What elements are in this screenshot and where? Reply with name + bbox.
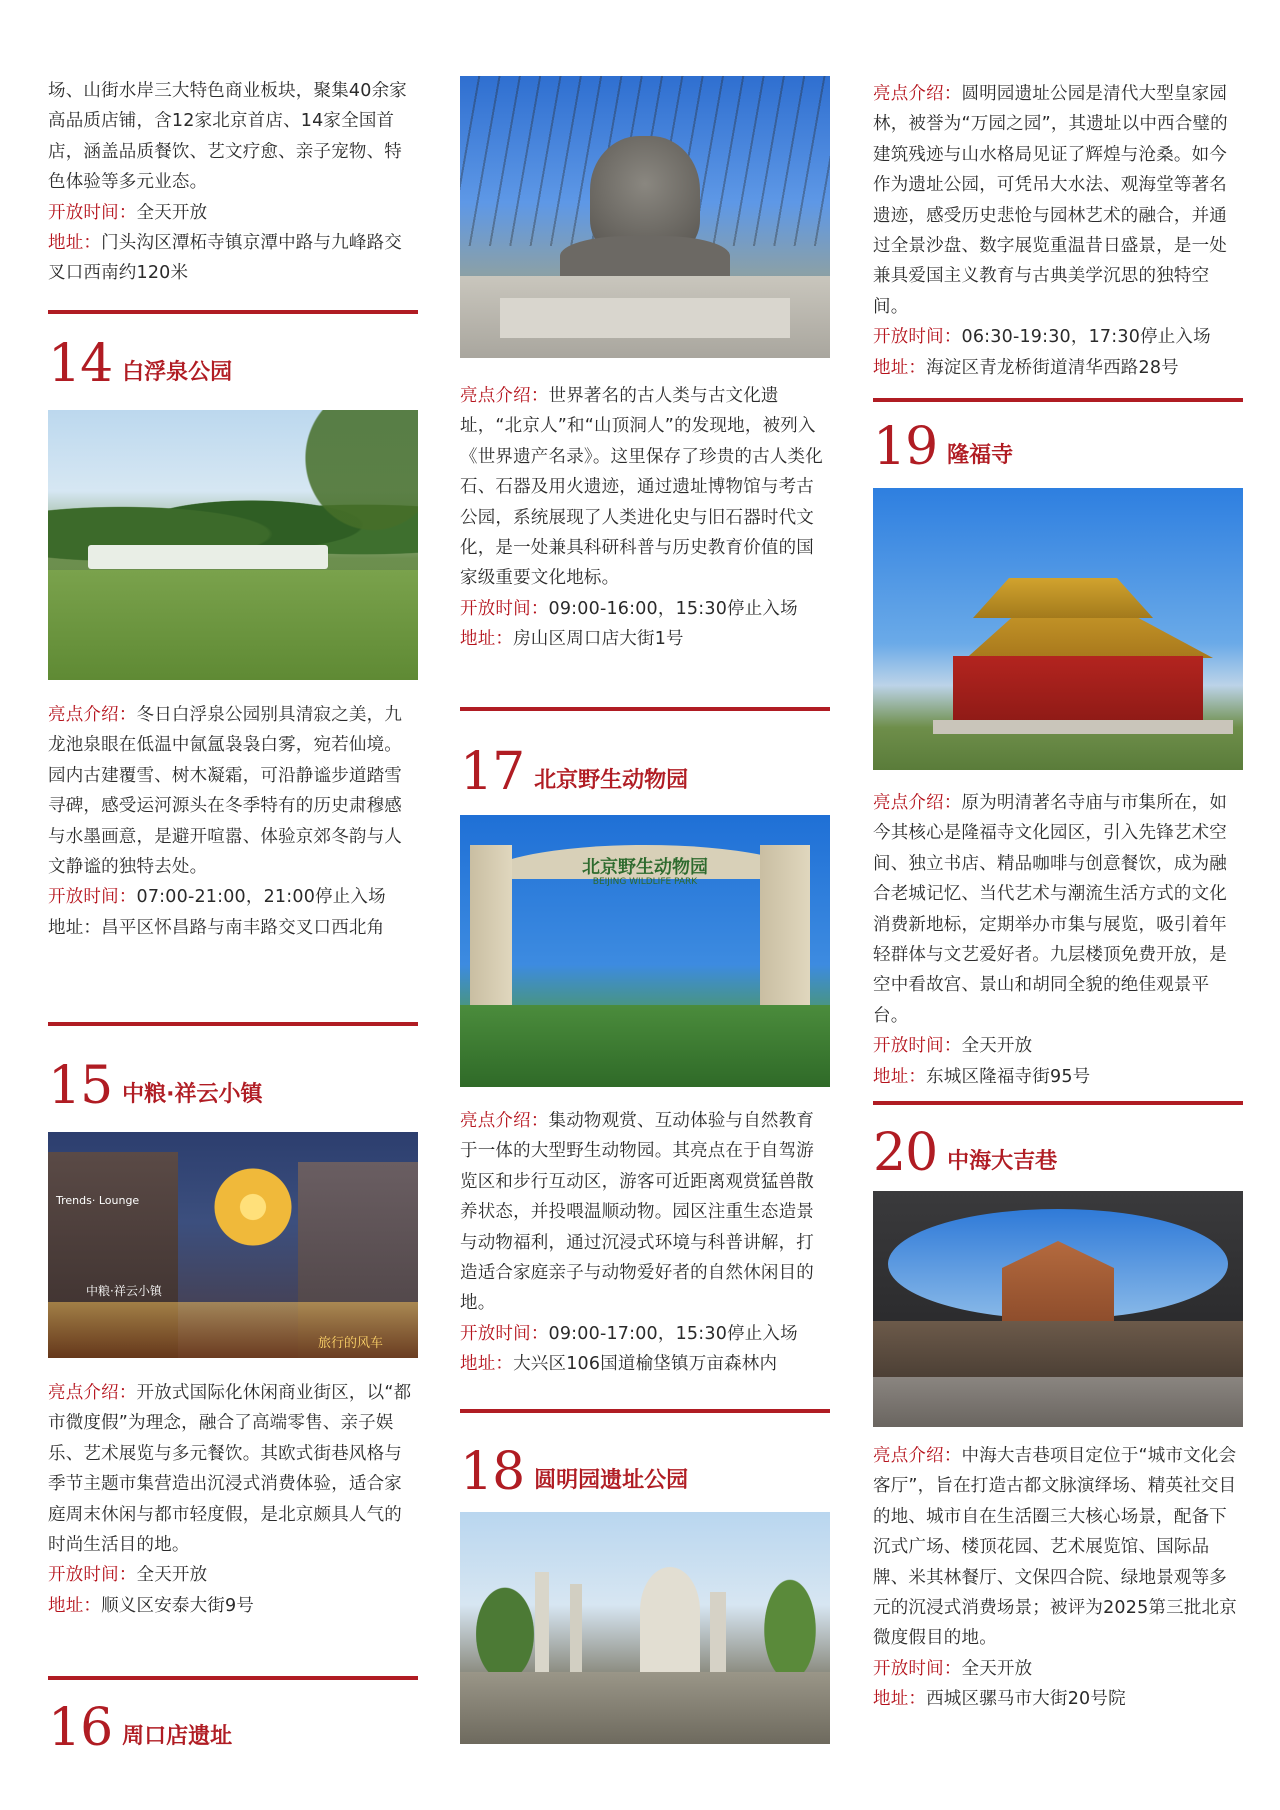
temple-walls (953, 656, 1203, 724)
section-19-highlight: 亮点介绍：原为明清著名寺庙与市集所在，如今其核心是隆福寺文化园区，引入先锋艺术空间、独立书店、精品咖啡与创意餐饮，成为融合老城记忆、当代艺术与潮流生活方式的文化消费新地标，定期举办市集与展览，吸引着年轻群体与文艺爱好者。九层楼顶免费开放，是空中看故宫、景山和胡同全貌的绝佳观景平台。 (873, 793, 1228, 1026)
section-16-highlight: 亮点介绍：世界著名的古人类与古文化遗址，“北京人”和“山顶洞人”的发现地，被列入《世界遗产名录》。这里保存了珍贵的古人类化石、石器及用火遗迹，通过遗址博物馆与考古公园，系统展现了人类进化史与旧石器时代文化，是一处兼具科研科普与历史教育价值的国家级重要文化地标。 (460, 386, 823, 589)
ruin-column (710, 1592, 726, 1682)
section-20-heading (873, 1119, 1058, 1183)
section-20-highlight: 亮点介绍：中海大吉巷项目定位于“城市文化会客厅”，旨在打造古都文脉演绎场、精英社交目的地、城市自在生活圈三大核心场景，配备下沉式广场、楼顶花园、艺术展览馆、国际品牌、米其林餐厅、文保四合院、绿地景观等多元的沉浸式消费场景；被评为2025第三批北京微度假目的地。 (873, 1446, 1237, 1649)
plaza-floor (873, 1377, 1243, 1427)
temple-base (933, 720, 1233, 734)
ruin-column (570, 1584, 582, 1680)
ruin-column (535, 1572, 549, 1682)
section-number: 19 (873, 417, 938, 477)
section-14-highlight: 亮点介绍：冬日白浮泉公园别具清寂之美，九龙池泉眼在低温中氤氲袅袅白雾，宛若仙境。园内古建覆雪、树木凝霜，可沿静谧步道踏雪寻碑，感受运河源头在冬季特有的历史肃穆感与水墨画意，是避开喧嚣、体验京郊冬韵与人文静谧的独特去处。 (48, 705, 403, 878)
windmill-sign: 旅行的风车 (318, 1336, 384, 1351)
section-14-address: 地址：昌平区怀昌路与南丰路交叉口西北角 (48, 917, 385, 938)
section-title: 中海大吉巷 (947, 1149, 1058, 1174)
wildlife-park-photo (460, 815, 830, 1087)
divider (48, 1022, 418, 1026)
section-title: 北京野生动物园 (534, 768, 689, 793)
site-sign (500, 298, 790, 338)
section-16-address: 地址：房山区周口店大街1号 (460, 629, 684, 650)
section-17-highlight: 亮点介绍：集动物观赏、互动体验与自然教育于一体的大型野生动物园。其亮点在于自驾游览区和步行互动区，游客可近距离观赏猛兽散养状态，并投喂温顺动物。园区注重生态造景与动物福利，通过沉浸式环境与科普讲解，打造适合家庭亲子与动物爱好者的自然休闲目的地。 (460, 1111, 815, 1314)
yuanmingyuan-photo (460, 1512, 830, 1744)
storefronts (873, 1321, 1243, 1381)
divider (48, 1676, 418, 1680)
section-18-hours: 开放时间：06:30-19:30，17:30停止入场 (873, 327, 1211, 348)
section-number: 18 (460, 1442, 525, 1502)
divider (873, 1101, 1243, 1105)
temple-roof-top (973, 578, 1153, 618)
section-13-body: 场、山街水岸三大特色商业板块，聚集40余家高品质店铺，含12家北京首店、14家全国首店，涵盖品质餐饮、艺文疗愈、亲子宠物、特色体验等多元业态。 (48, 81, 407, 193)
shrubs (460, 1005, 830, 1087)
section-17-heading (460, 738, 689, 802)
section-14-text (48, 700, 418, 943)
section-18-highlight: 亮点介绍：圆明园遗址公园是清代大型皇家园林，被誉为“万园之园”，其遗址以中西合璧的建筑残迹与山水格局见证了辉煌与沧桑。如今作为遗址公园，可凭吊大水法、观海堂等著名遗迹，感受历史悲怆与园林艺术的融合，并通过全景沙盘、数字展览重温昔日盛景，是一处兼具爱国主义教育与古典美学沉思的独特空间。 (873, 84, 1228, 317)
willow (268, 410, 418, 570)
section-19-address: 地址：东城区隆福寺街95号 (873, 1066, 1091, 1087)
windmill-light (208, 1162, 298, 1252)
section-20-address: 地址：西城区骡马市大街20号院 (873, 1689, 1126, 1710)
section-number: 17 (460, 742, 525, 802)
divider (48, 310, 418, 314)
baifuquan-park-photo (48, 410, 418, 680)
section-title: 周口店遗址 (122, 1724, 233, 1749)
section-17-text (460, 1106, 830, 1380)
rubble (460, 1672, 830, 1744)
section-number: 15 (48, 1056, 113, 1116)
xiangyun-town-photo (48, 1132, 418, 1358)
lounge-sign: Trends· Lounge (56, 1194, 140, 1207)
section-19-heading (873, 413, 1014, 477)
section-number: 20 (873, 1123, 938, 1183)
section-15-highlight: 亮点介绍：开放式国际化休闲商业街区，以“都市微度假”为理念，融合了高端零售、亲子娱乐、艺术展览与多元餐饮。其欧式街巷风格与季节主题市集营造出沉浸式消费体验，适合家庭周末休闲与都市轻度假，是北京颇具人气的时尚生活目的地。 (48, 1383, 412, 1556)
section-17-address: 地址：大兴区106国道榆垡镇万亩森林内 (460, 1354, 778, 1375)
lawn (48, 570, 418, 680)
section-15-address: 地址：顺义区安泰大街9号 (48, 1595, 255, 1616)
section-title: 中粮·祥云小镇 (122, 1082, 263, 1107)
section-20-hours: 开放时间：全天开放 (873, 1658, 1033, 1679)
section-15-heading (48, 1052, 263, 1116)
section-16-hours: 开放时间：09:00-16:00，15:30停止入场 (460, 598, 798, 619)
section-13-hours: 开放时间：全天开放 (48, 202, 208, 223)
section-17-hours: 开放时间：09:00-17:00，15:30停止入场 (460, 1323, 798, 1344)
gate-sign-cn: 北京野生动物园 (582, 857, 708, 878)
trees-right (750, 1552, 830, 1682)
section-18-address: 地址：海淀区青龙桥街道清华西路28号 (873, 357, 1179, 378)
divider (460, 1409, 830, 1413)
section-13-address: 地址：门头沟区潭柘寺镇京潭中路与九峰路交叉口西南约120米 (48, 233, 403, 284)
section-number: 16 (48, 1698, 113, 1758)
section-15-text (48, 1378, 418, 1621)
gate-sign-en: BEIJING WILDLIFE PARK (592, 877, 698, 887)
zhoukoudian-photo (460, 76, 830, 358)
section-title: 白浮泉公园 (122, 360, 233, 385)
divider (460, 707, 830, 711)
section-18-text (873, 79, 1243, 383)
section-title: 隆福寺 (947, 443, 1014, 468)
longfu-temple-photo (873, 488, 1243, 770)
section-13-tail (48, 76, 418, 289)
town-sign: 中粮·祥云小镇 (86, 1284, 162, 1298)
section-title: 圆明园遗址公园 (534, 1468, 689, 1493)
section-16-text (460, 381, 830, 655)
section-19-text (873, 788, 1243, 1092)
section-18-heading (460, 1438, 689, 1502)
section-16-heading (48, 1694, 233, 1758)
dajixiang-photo (873, 1191, 1243, 1427)
section-19-hours: 开放时间：全天开放 (873, 1036, 1033, 1057)
ruin-arch (640, 1567, 700, 1677)
section-14-heading (48, 330, 233, 394)
section-number: 14 (48, 334, 113, 394)
section-14-hours: 开放时间：07:00-21:00，21:00停止入场 (48, 887, 386, 908)
divider (873, 398, 1243, 402)
section-15-hours: 开放时间：全天开放 (48, 1565, 208, 1586)
section-20-text (873, 1441, 1243, 1715)
